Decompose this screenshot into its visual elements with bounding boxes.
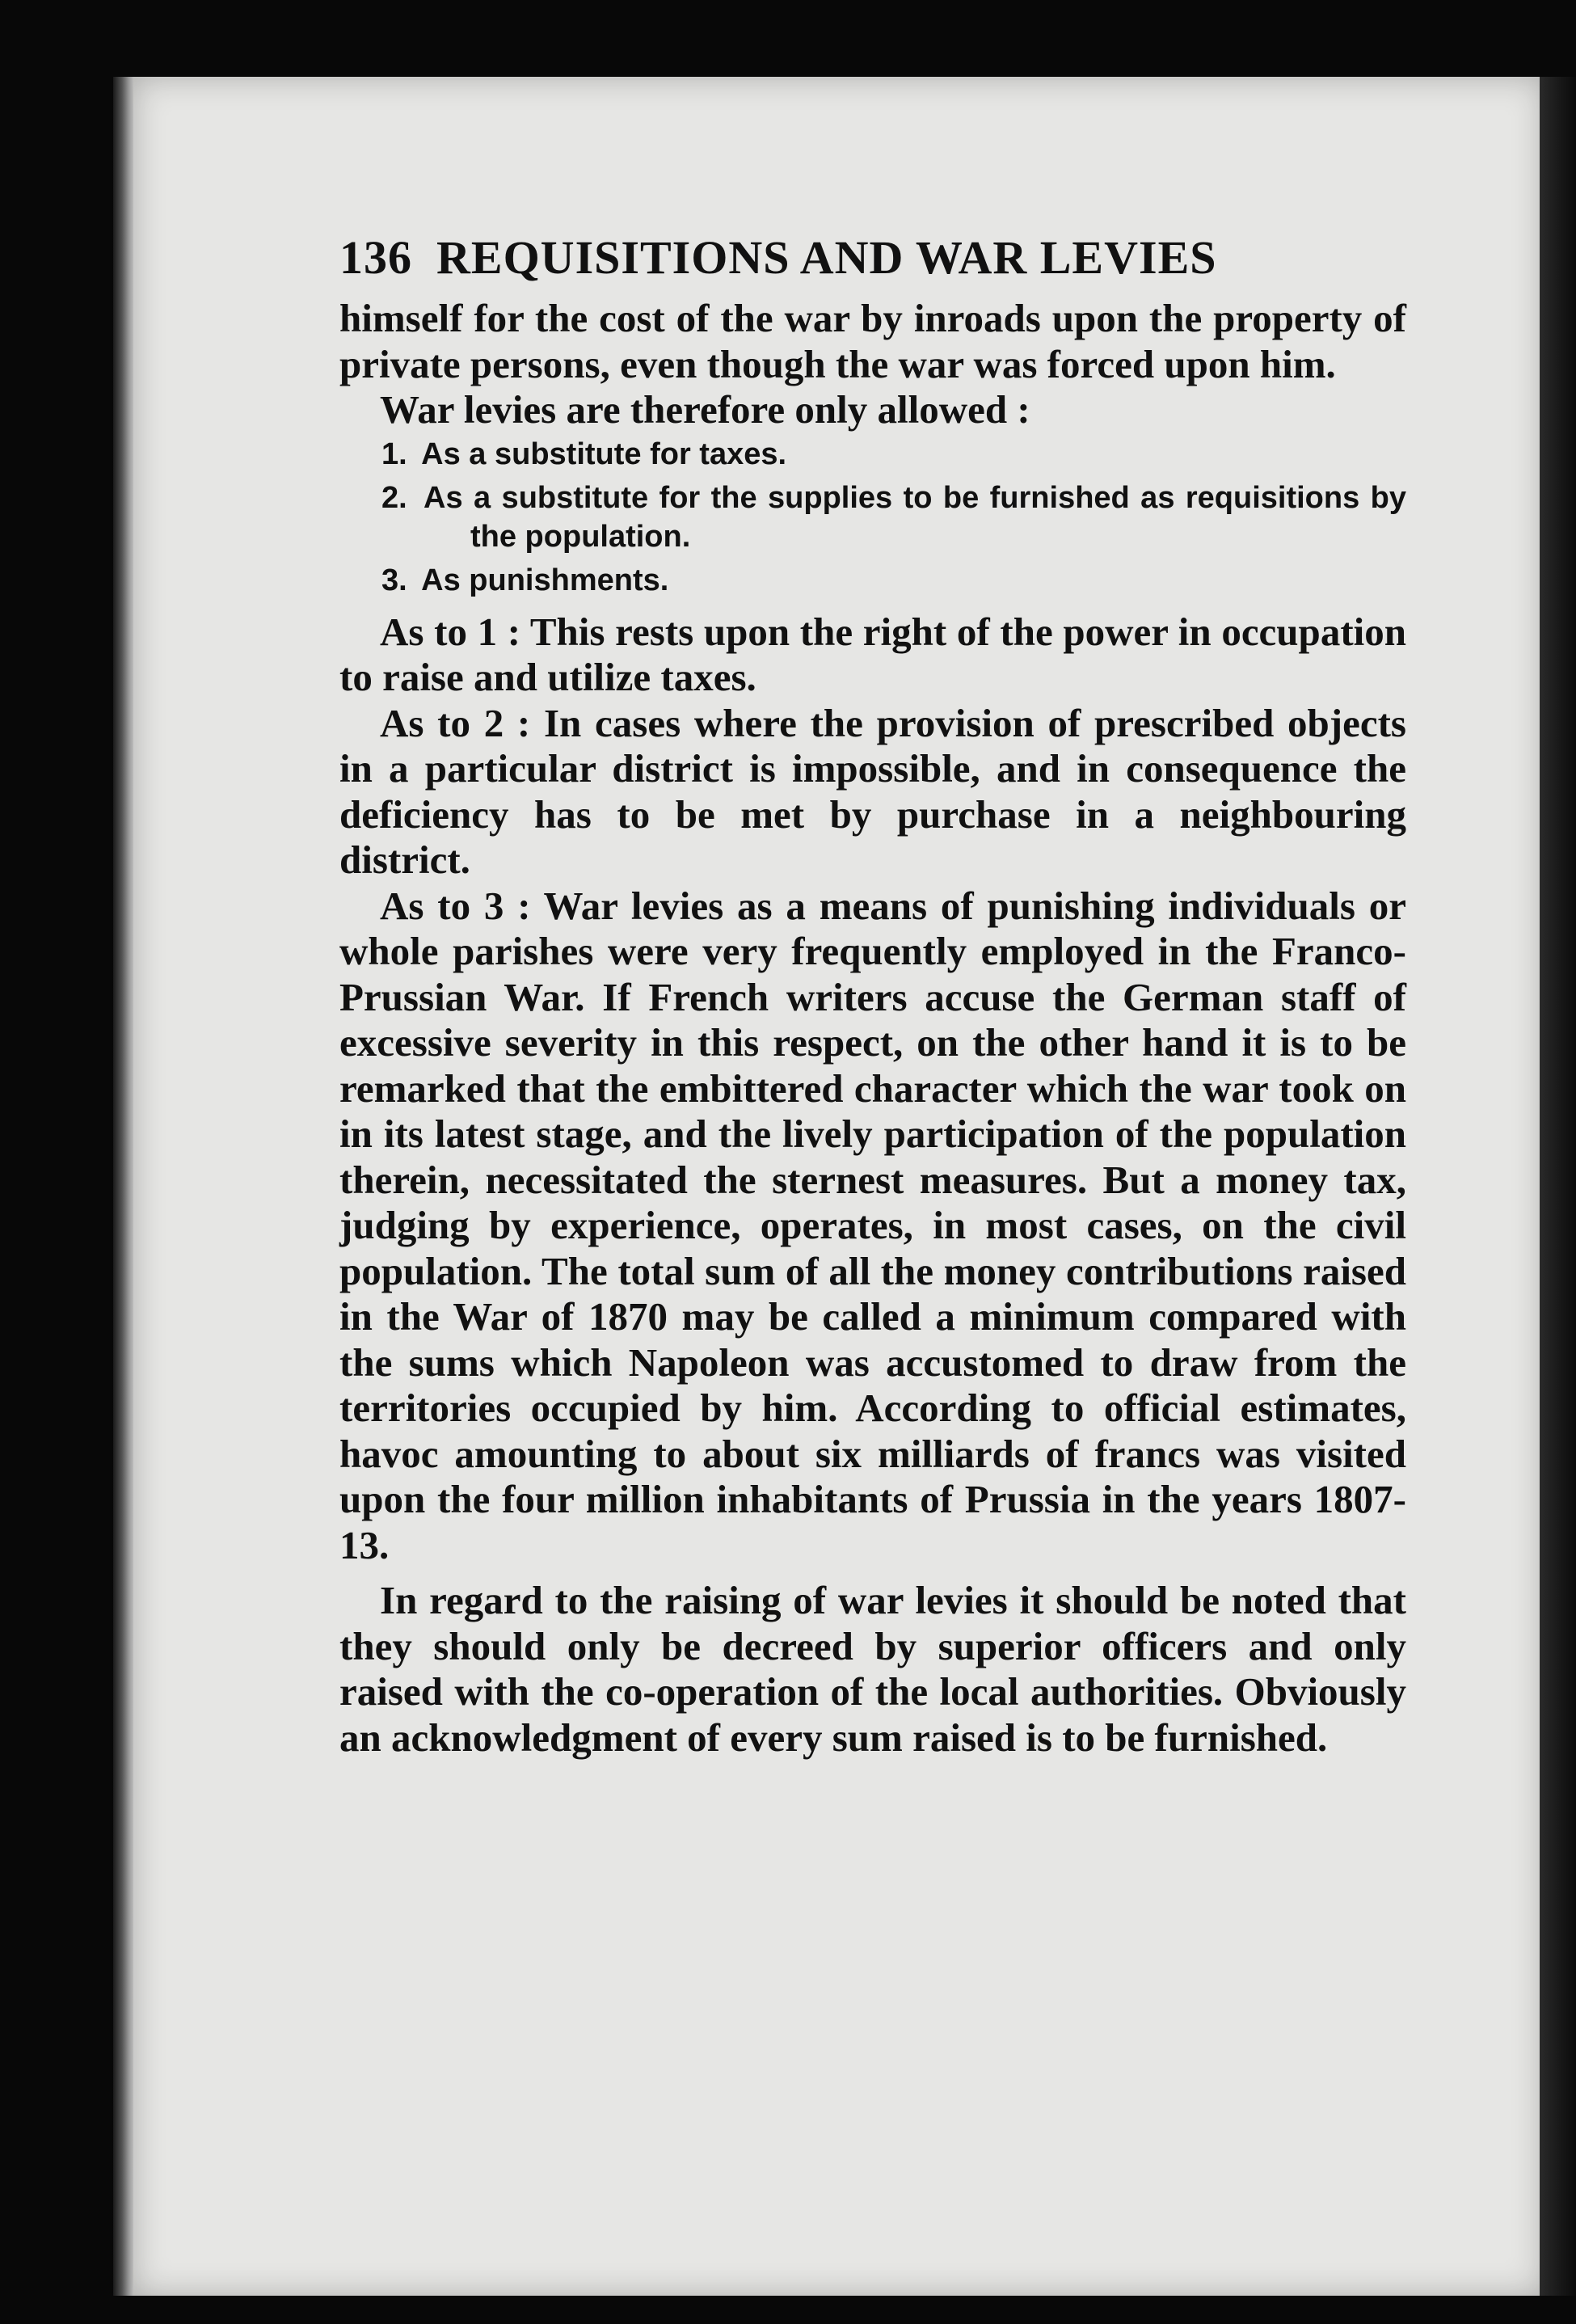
paragraph-continuation: himself for the cost of the war by inroads upon the property of private persons, even though the war was forced upon him. [339, 296, 1406, 386]
list-item [381, 479, 1406, 556]
list-item-number: 2. [381, 480, 407, 515]
paragraph-as-to-1: As to 1 : This rests upon the right of the power in occupation to raise and utilize taxes. [339, 609, 1406, 699]
list-item [381, 561, 1406, 600]
list-item-number: 1. [381, 437, 407, 471]
paragraph-allowed-intro: War levies are therefore only allowed : [380, 387, 1030, 432]
running-head [339, 231, 1406, 284]
list-item-text: As a substitute for the supplies to be furnished as requisitions by the population. [423, 480, 1406, 554]
book-gutter [113, 77, 136, 2296]
running-title: REQUISITIONS AND WAR LEVIES [436, 231, 1217, 284]
paragraph-as-to-2: As to 2 : In cases where the provision of prescribed objects in a particular district is impossible, and in consequence the deficiency has to be met by purchase in a neighbouring district. [339, 700, 1406, 882]
page-edge-shadow [1540, 77, 1576, 2296]
paragraph-raising-levies: In regard to the raising of war levies it should be noted that they should only be decreed by superior officers and only raised with the co-operation of the local authorities. Obviously an acknowledgment of every sum raised is to be furnished. [339, 1578, 1406, 1760]
list-item [381, 435, 1406, 474]
list-item-text: As a substitute for taxes. [421, 437, 787, 471]
page-number: 136 [339, 231, 412, 284]
paragraph-as-to-3: As to 3 : War levies as a means of punishing individuals or whole parishes were very frequently employed in the Franco-Prussian War. If French writers accuse the German staff of excessive severity in this respect, on the other hand it is to be remarked that the embittered character which the war took on in its latest stage, and the lively participation of the population therein, necessitated the sternest measures. But a money tax, judging by experience, operates, in most cases, on the civil population. The total sum of all the money contributions raised in the War of 1870 may be called a minimum compared with the sums which Napoleon was accustomed to draw from the territories occupied by him. According to official estimates, havoc amounting to about six milliards of francs was visited upon the four million inhabitants of Prussia in the years 1807-13. [339, 883, 1406, 1567]
page-content [339, 231, 1406, 1761]
list-item-number: 3. [381, 563, 407, 597]
list-item-text: As punishments. [421, 563, 669, 597]
levies-list [339, 435, 1406, 600]
